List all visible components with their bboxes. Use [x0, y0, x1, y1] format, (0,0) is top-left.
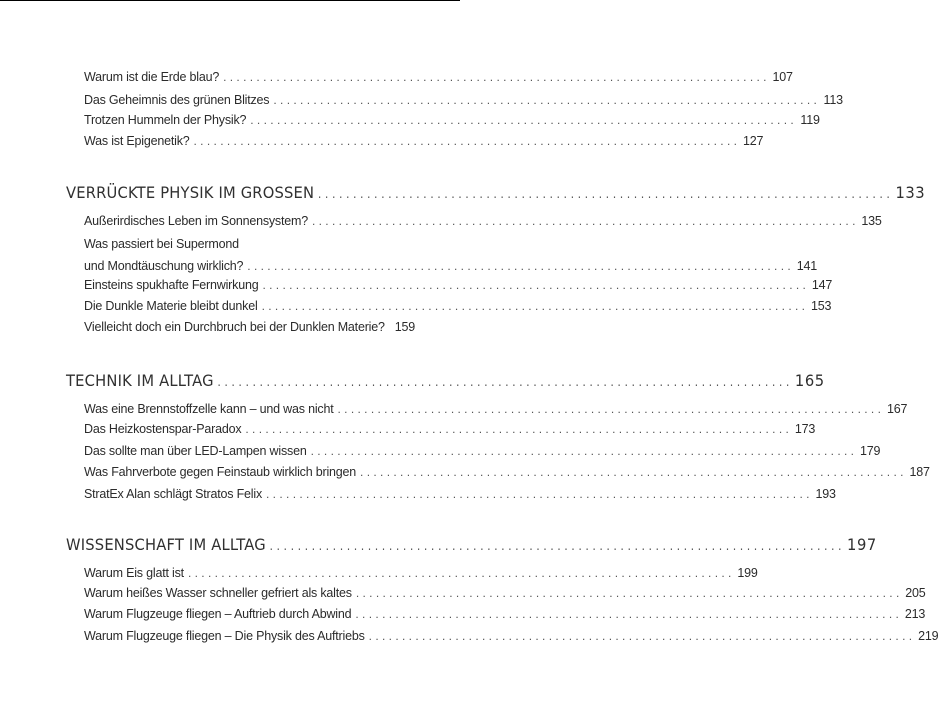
toc-dot-leader: [245, 421, 788, 437]
toc-entry: [84, 443, 881, 459]
toc-entry-page: 219: [918, 629, 938, 643]
toc-entry-title: Warum ist die Erde blau?: [84, 70, 220, 84]
toc-dot-leader: [311, 443, 854, 459]
toc-entry: [84, 92, 843, 108]
toc-entry: [84, 565, 758, 581]
toc-section-heading: [66, 371, 825, 392]
toc-entry-page: 135: [861, 214, 882, 228]
toc-dot-leader: [337, 401, 880, 417]
toc-dot-leader: [262, 298, 805, 314]
toc-entry: [84, 69, 793, 85]
toc-entry: [84, 486, 836, 502]
toc-entry-page: 147: [811, 278, 833, 292]
toc-dot-leader: [262, 277, 805, 293]
toc-section-page: 133: [895, 183, 926, 202]
toc-entry-title: Einsteins spukhafte Fernwirkung: [84, 278, 259, 292]
toc-entry-page: 113: [823, 93, 843, 107]
toc-entry: [84, 585, 926, 601]
toc-dot-leader: [194, 133, 737, 149]
toc-dot-leader: [217, 372, 789, 392]
toc-dot-leader: [250, 112, 793, 128]
toc-entry-page: 119: [800, 113, 820, 127]
toc-entry-title: Das sollte man über LED-Lampen wissen: [84, 444, 307, 458]
toc-entry-title: Die Dunkle Materie bleibt dunkel: [84, 299, 258, 313]
toc-entry-title: Was eine Brennstoffzelle kann – und was nicht: [84, 402, 334, 416]
toc-dot-leader: [356, 585, 899, 601]
toc-entry-page: 205: [905, 586, 926, 600]
toc-entry-title: Außerirdisches Leben im Sonnensystem?: [84, 214, 308, 228]
toc-entry-page: 173: [794, 422, 816, 436]
toc-entry-page: 199: [737, 566, 758, 580]
toc-dot-leader: [247, 258, 790, 274]
toc-entry: [84, 421, 816, 437]
toc-entry-page: 153: [811, 299, 832, 313]
toc-section-page: 197: [847, 535, 877, 554]
toc-entry-title: Was ist Epigenetik?: [84, 134, 190, 148]
toc-entry-page: 127: [742, 134, 764, 148]
toc-dot-leader: [312, 213, 855, 229]
toc-entry: [84, 606, 926, 622]
toc-dot-leader: [318, 184, 890, 204]
toc-entry: [84, 133, 764, 149]
toc-dot-leader: [223, 69, 766, 85]
toc-entry-title: Warum Flugzeuge fliegen – Die Physik des Auftriebs: [84, 629, 365, 643]
toc-entry-title: Vielleicht doch ein Durchbruch bei der Dunklen Materie?: [84, 320, 385, 334]
toc-dot-leader: [355, 606, 898, 622]
toc-entry-title: Warum Eis glatt ist: [84, 566, 184, 580]
toc-entry-page: 167: [886, 402, 908, 416]
toc-entry: [84, 401, 908, 417]
toc-entry-page: 187: [909, 465, 930, 479]
toc-section-title: WISSENSCHAFT IM ALLTAG: [66, 535, 266, 554]
toc-dot-leader: [266, 486, 809, 502]
toc-dot-leader: [188, 565, 731, 581]
toc-dot-leader: [273, 92, 816, 108]
toc-dot-leader: [360, 464, 903, 480]
toc-section-page: 165: [794, 371, 825, 390]
toc-entry: [84, 628, 938, 644]
toc-entry: [84, 298, 832, 314]
toc-section-heading: [66, 183, 926, 204]
toc-entry-title: Warum Flugzeuge fliegen – Auftrieb durch Abwind: [84, 607, 352, 621]
toc-entry-page: 141: [796, 259, 817, 273]
toc-entry: [84, 464, 930, 480]
toc-entry-title: Warum heißes Wasser schneller gefriert als kaltes: [84, 586, 352, 600]
toc-entry-title: und Mondtäuschung wirklich?: [84, 259, 244, 273]
toc-entry: [84, 213, 882, 229]
toc-entry-page: 213: [904, 607, 926, 621]
toc-dot-leader: [270, 536, 842, 556]
toc-section-title: TECHNIK IM ALLTAG: [66, 371, 214, 390]
toc-entry: [84, 236, 401, 252]
toc-entry: [84, 258, 817, 274]
toc-entry-title: Was passiert bei Supermond: [84, 237, 239, 251]
toc-entry: [84, 277, 833, 293]
toc-entry-title: Was Fahrverbote gegen Feinstaub wirklich bringen: [84, 465, 357, 479]
toc-entry-page: 159: [394, 320, 416, 334]
toc-section-title: VERRÜCKTE PHYSIK IM GROSSEN: [66, 183, 315, 202]
toc-entry: [84, 112, 820, 128]
toc-section-heading: [66, 535, 877, 556]
toc-dot-leader: [369, 628, 912, 644]
toc-entry-title: Das Heizkostenspar-Paradox: [84, 422, 242, 436]
toc-entry-page: 193: [815, 487, 836, 501]
toc-entry-title: Trotzen Hummeln der Physik?: [84, 113, 247, 127]
toc-entry: [84, 319, 416, 335]
toc-entry-page: 107: [772, 70, 793, 84]
toc-entry-title: Das Geheimnis des grünen Blitzes: [84, 93, 270, 107]
toc-entry-title: StratEx Alan schlägt Stratos Felix: [84, 487, 263, 501]
top-rule: [0, 0, 460, 1]
toc-entry-page: 179: [860, 444, 881, 458]
